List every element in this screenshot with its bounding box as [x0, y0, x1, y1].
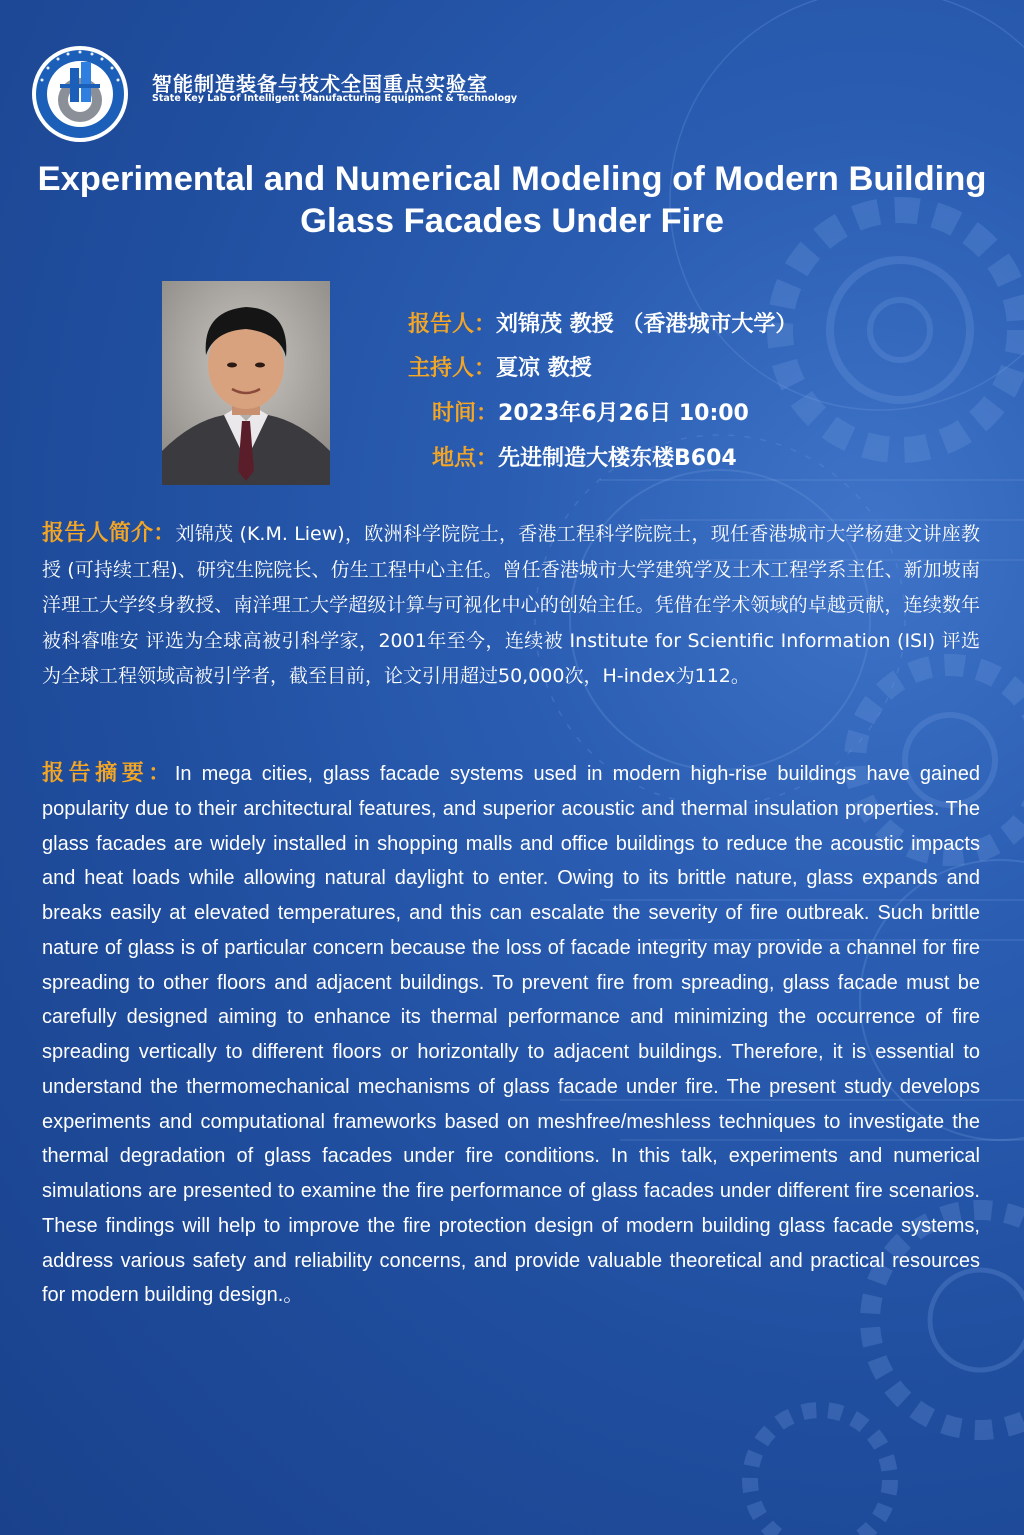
speaker-value: 刘锦茂 教授 （香港城市大学）: [496, 312, 798, 337]
speaker-bio: [42, 516, 980, 695]
bio-text: 刘锦茂 (K.M. Liew)，欧洲科学院院士，香港工程科学院院士，现任香港城市大学杨建文讲座教授 (可持续工程)、研究生院院长、仿生工程中心主任。曾任香港城市大学建筑学及土木工程学系主任、新加坡南洋理工大学终身教授、南洋理工大学超级计算与可视化中心的创始主任。凭借在学术领域的卓越贡献，连续数年被科睿唯安 评选为全球高被引科学家，2001年至今，连续被 Institute for Scientific Information (ISI) 评选为全球工程领域高被引学者，截至目前，论文引用超过50,000次，H-index为112。: [42, 523, 980, 687]
time-label: 时间：: [432, 401, 499, 426]
host-label: 主持人：: [408, 356, 497, 381]
speaker-row: [408, 307, 797, 338]
host-row: [408, 351, 592, 382]
lab-emblem-icon: [30, 44, 130, 144]
speaker-label: 报告人：: [408, 312, 497, 337]
time-row: [432, 396, 749, 427]
lab-name-english: State Key Lab of Intelligent Manufacturing Equipment & Technology: [152, 93, 518, 104]
talk-abstract: [42, 757, 980, 1313]
location-value: 先进制造大楼东楼B604: [498, 446, 737, 471]
host-value: 夏凉 教授: [496, 356, 592, 381]
lab-name-chinese: 智能制造装备与技术全国重点实验室: [152, 72, 488, 96]
location-row: [432, 441, 737, 472]
speaker-portrait: [162, 281, 330, 485]
abstract-label: 报告摘要：: [42, 761, 175, 786]
abstract-text: In mega cities, glass facade systems used in modern high-rise buildings have gained popularity due to their architectural features, and superior acoustic and thermal insulation properties. The glass facades are widely installed in shopping malls and office buildings to reduce the acoustic impacts and heat loads while allowing natural daylight to enter. Owing to its brittle nature, glass expands and breaks easily at elevated temperatures, and this can escalate the severity of fire outbreak. Such brittle nature of glass is of particular concern because the loss of facade integrity may provide a channel for fire spreading to other floors and adjacent buildings. To prevent fire from spreading, glass facade must be carefully designed aiming to enhance its thermal performance and minimizing the occurrence of fire spreading vertically to different floors or horizontally to adjacent buildings. Therefore, it is essential to understand the thermomechanical mechanisms of glass facade under fire. The present study develops experiments and computational frameworks based on meshfree/meshless techniques to investigate the thermal degradation of glass facades under fire conditions. In this talk, experiments and numerical simulations are presented to examine the fire performance of glass facades under different fire scenarios. These findings will help to improve the fire protection design of modern building glass facade systems, address various safety and reliability concerns, and provide valuable theoretical and practical resources for modern building design.。: [42, 763, 980, 1307]
location-label: 地点：: [432, 446, 499, 471]
talk-title: Experimental and Numerical Modeling of Modern Building Glass Facades Under Fire: [37, 160, 987, 240]
bio-label: 报告人简介：: [42, 521, 176, 546]
time-value: 2023年6月26日 10:00: [498, 401, 749, 426]
